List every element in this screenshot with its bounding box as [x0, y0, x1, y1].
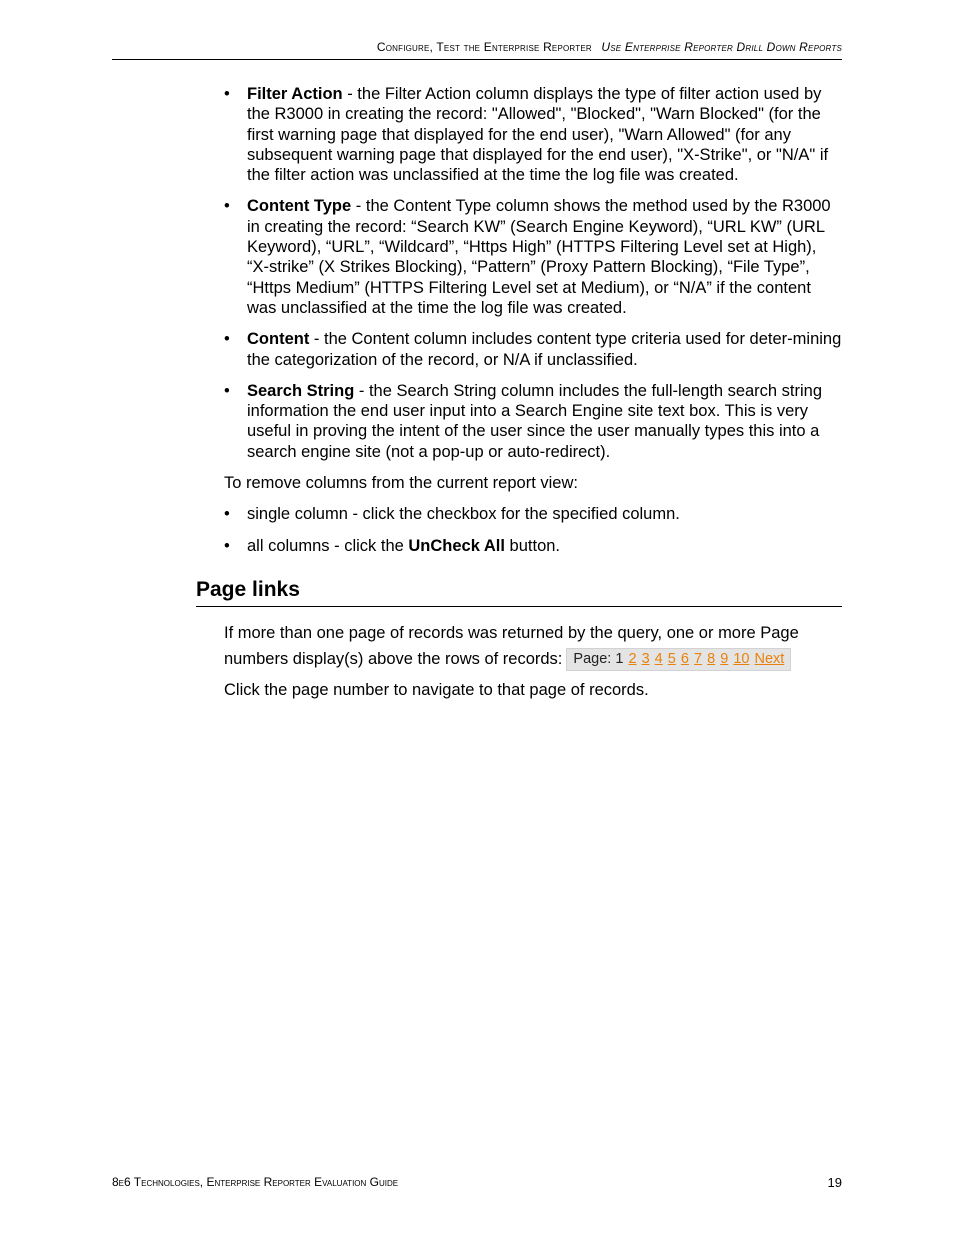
list-item [224, 84, 842, 185]
next-page-link[interactable]: Next [754, 651, 785, 668]
list-item [224, 504, 842, 524]
header-section: Use Enterprise Reporter Drill Down Reports [601, 40, 842, 54]
footer [112, 1175, 842, 1189]
running-header [112, 40, 842, 54]
page-link-9[interactable]: 9 [720, 651, 729, 668]
term-content-type: Content Type [247, 197, 352, 216]
page-links-text: If more than one page of records was returned by the query, one or more Page numbers display(s) above the rows of records: [224, 624, 799, 668]
header-rule [112, 59, 842, 60]
list-item [224, 381, 842, 462]
page-link-4[interactable]: 4 [654, 651, 663, 668]
page-link-6[interactable]: 6 [680, 651, 689, 668]
term-search-string: Search String [247, 381, 355, 400]
desc-content: - the Content column includes content type criteria used for deter-mining the categorization of the record, or N/A if unclassified. [247, 330, 842, 369]
list-item [224, 536, 842, 556]
main-content [224, 84, 842, 567]
desc-content-type: - the Content Type column shows the method used by the R3000 in creating the record: “Search KW” (Search Engine Keyword), “URL KW” (URL Keyword), “URL”, “Wildcard”, “Https High” (HTTPS Filtering Level set at High), “X-strike” (X Strikes Blocking), “Pattern” (Proxy Pattern Blocking), “File Type”, “Https Medium” (HTTPS Filtering Level set at Medium), or “N/A” if the content was unclassified at the time the log file was created. [247, 197, 831, 317]
page-link-3[interactable]: 3 [641, 651, 650, 668]
page-link-7[interactable]: 7 [694, 651, 703, 668]
section-heading: Page links [196, 577, 842, 607]
pager-current-page: 1 [615, 651, 624, 668]
term-filter-action: Filter Action [247, 85, 343, 103]
single-column-text: single column - click the checkbox for the specified column. [247, 505, 680, 524]
desc-search-string: - the Search String column includes the full-length search string information the end user input into a Search Engine site text box. This is very useful in proving the intent of the user since the user manually types this into a search engine site (not a pop-up or auto-redirect). [247, 381, 823, 461]
all-columns-post: button. [504, 536, 561, 555]
list-item [224, 196, 842, 318]
page-link-8[interactable]: 8 [707, 651, 716, 668]
term-content: Content [247, 330, 310, 349]
column-descriptions-list [224, 84, 842, 462]
remove-columns-intro: To remove columns from the current report view: [224, 474, 578, 493]
pager-example [566, 648, 791, 671]
all-columns-pre: all columns - click the [247, 536, 409, 555]
footer-title: 8e6 Technologies, Enterprise Reporter Evaluation Guide [112, 1175, 399, 1189]
remove-columns-list [224, 504, 842, 556]
page-link-5[interactable]: 5 [667, 651, 676, 668]
page-links-paragraph [224, 620, 842, 672]
page-links-content [224, 620, 842, 711]
click-instruction: Click the page number to navigate to that page of records. [224, 681, 649, 699]
header-chapter: Configure, Test the Enterprise Reporter [376, 40, 592, 54]
page-number: 19 [827, 1175, 842, 1190]
pager-label: Page: [573, 651, 612, 668]
list-item [224, 329, 842, 370]
desc-filter-action: - the Filter Action column displays the type of filter action used by the R3000 in creating the record: "Allowed", "Blocked", "Warn Blocked" (for the first warning page that displayed for the end user), "Warn Allowed" (for any subsequent warning page that displayed for the end user), "X-Strike", or "N/A" if the filter action was unclassified at the time the log file was created. [247, 85, 829, 185]
uncheck-all-label: UnCheck All [408, 536, 505, 555]
page-link-10[interactable]: 10 [733, 651, 750, 668]
page-link-2[interactable]: 2 [628, 651, 637, 668]
